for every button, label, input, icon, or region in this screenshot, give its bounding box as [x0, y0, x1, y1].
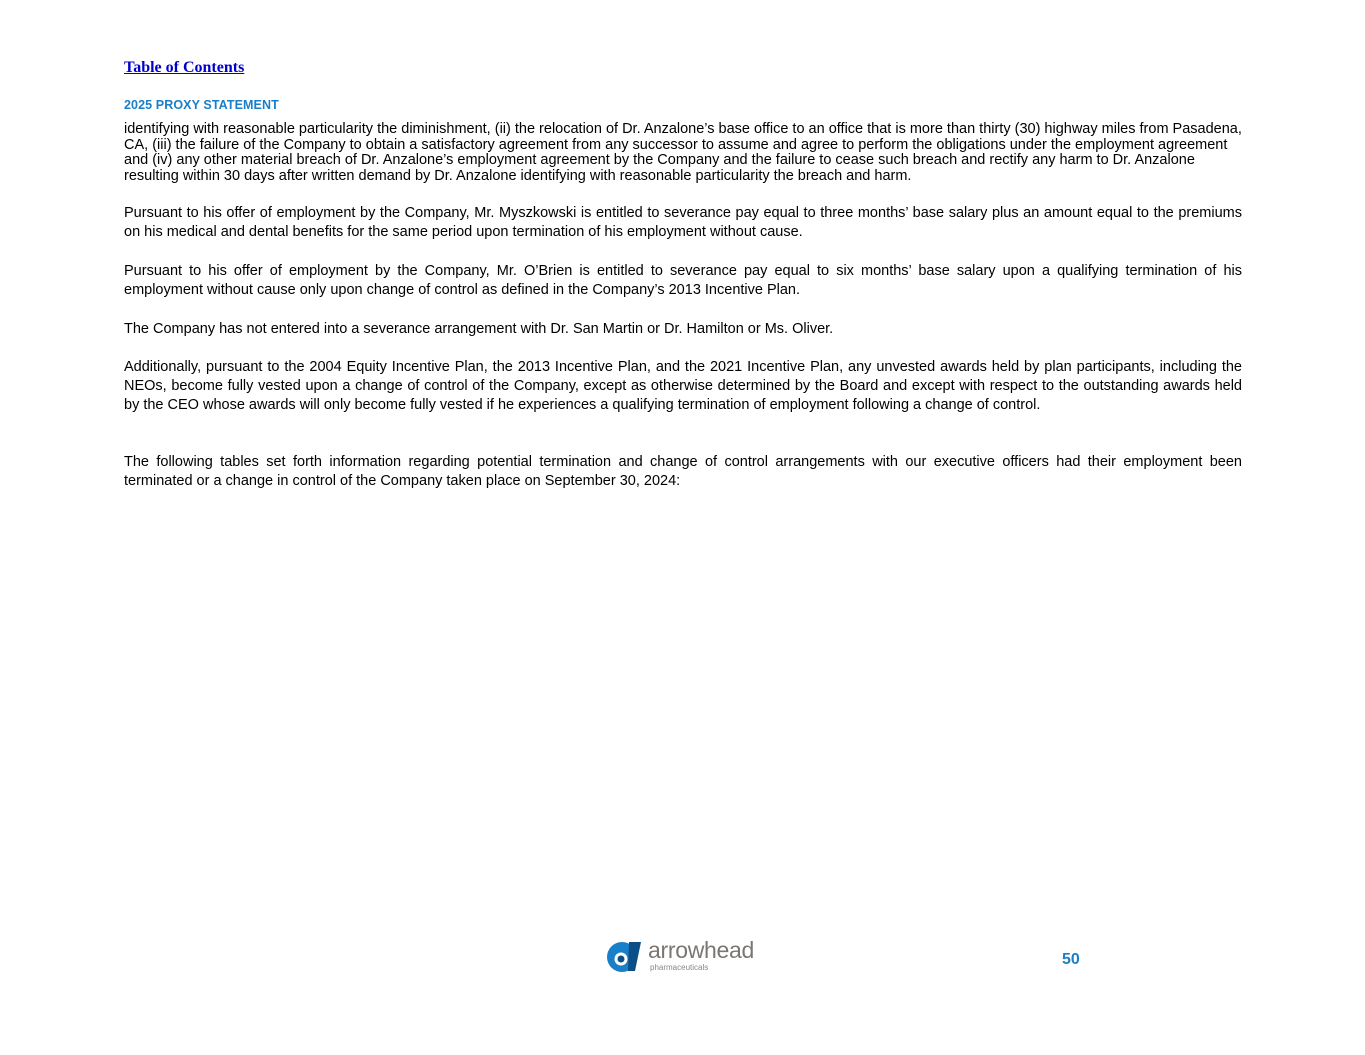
paragraph-tables-intro: The following tables set forth information regarding potential termination and change of control arrangements with our executive officers had their employment been terminated or a change in control of the Company taken place on September 30, 2024: — [124, 454, 1242, 489]
paragraph-vesting: Additionally, pursuant to the 2004 Equity Incentive Plan, the 2013 Incentive Plan, and the 2021 Incentive Plan, any unvested awards held by plan participants, including the NEOs, become fully vested upon a change of control of the Company, except as otherwise determined by the Board and except with respect to the outstanding awards held by the CEO whose awards will only become fully vested if he experiences a qualifying termination of employment following a change of control. — [124, 359, 1242, 413]
paragraph-myszkowski-severance: Pursuant to his offer of employment by the Company, Mr. Myszkowski is entitled to severance pay equal to three months’ base salary plus an amount equal to the premiums on his medical and dental benefits for the same period upon termination of his employment without cause. — [124, 205, 1242, 240]
logo-wordmark: arrowhead — [648, 937, 754, 963]
page-number: 50 — [1062, 951, 1080, 968]
paragraph-termination-conditions: identifying with reasonable particularity the diminishment, (ii) the relocation of Dr. Anzalone’s base office to an office that is more than thirty (30) highway miles from Pasadena, CA, (iii) the failure of the Company to obtain a satisfactory agreement from any successor to assume and agree to perform the obligations under the employment agreement and (iv) any other material breach of Dr. Anzalone’s employment agreement by the Company and the failure to cease such breach and rectify any harm to Dr. Anzalone resulting within 30 days after written demand by Dr. Anzalone identifying with reasonable particularity the breach and harm. — [124, 121, 1242, 184]
logo-subtitle: pharmaceuticals — [650, 963, 709, 972]
arrowhead-logo-icon — [607, 940, 643, 973]
paragraph-obrien-severance: Pursuant to his offer of employment by the Company, Mr. O’Brien is entitled to severance pay equal to six months’ base salary upon a qualifying termination of his employment without cause only upon change of control as defined in the Company’s 2013 Incentive Plan. — [124, 263, 1242, 298]
paragraph-no-severance: The Company has not entered into a severance arrangement with Dr. San Martin or Dr. Hamilton or Ms. Oliver. — [124, 321, 834, 337]
company-logo — [607, 937, 762, 976]
table-of-contents-link[interactable]: Table of Contents — [124, 59, 245, 76]
section-title: 2025 PROXY STATEMENT — [124, 98, 279, 112]
